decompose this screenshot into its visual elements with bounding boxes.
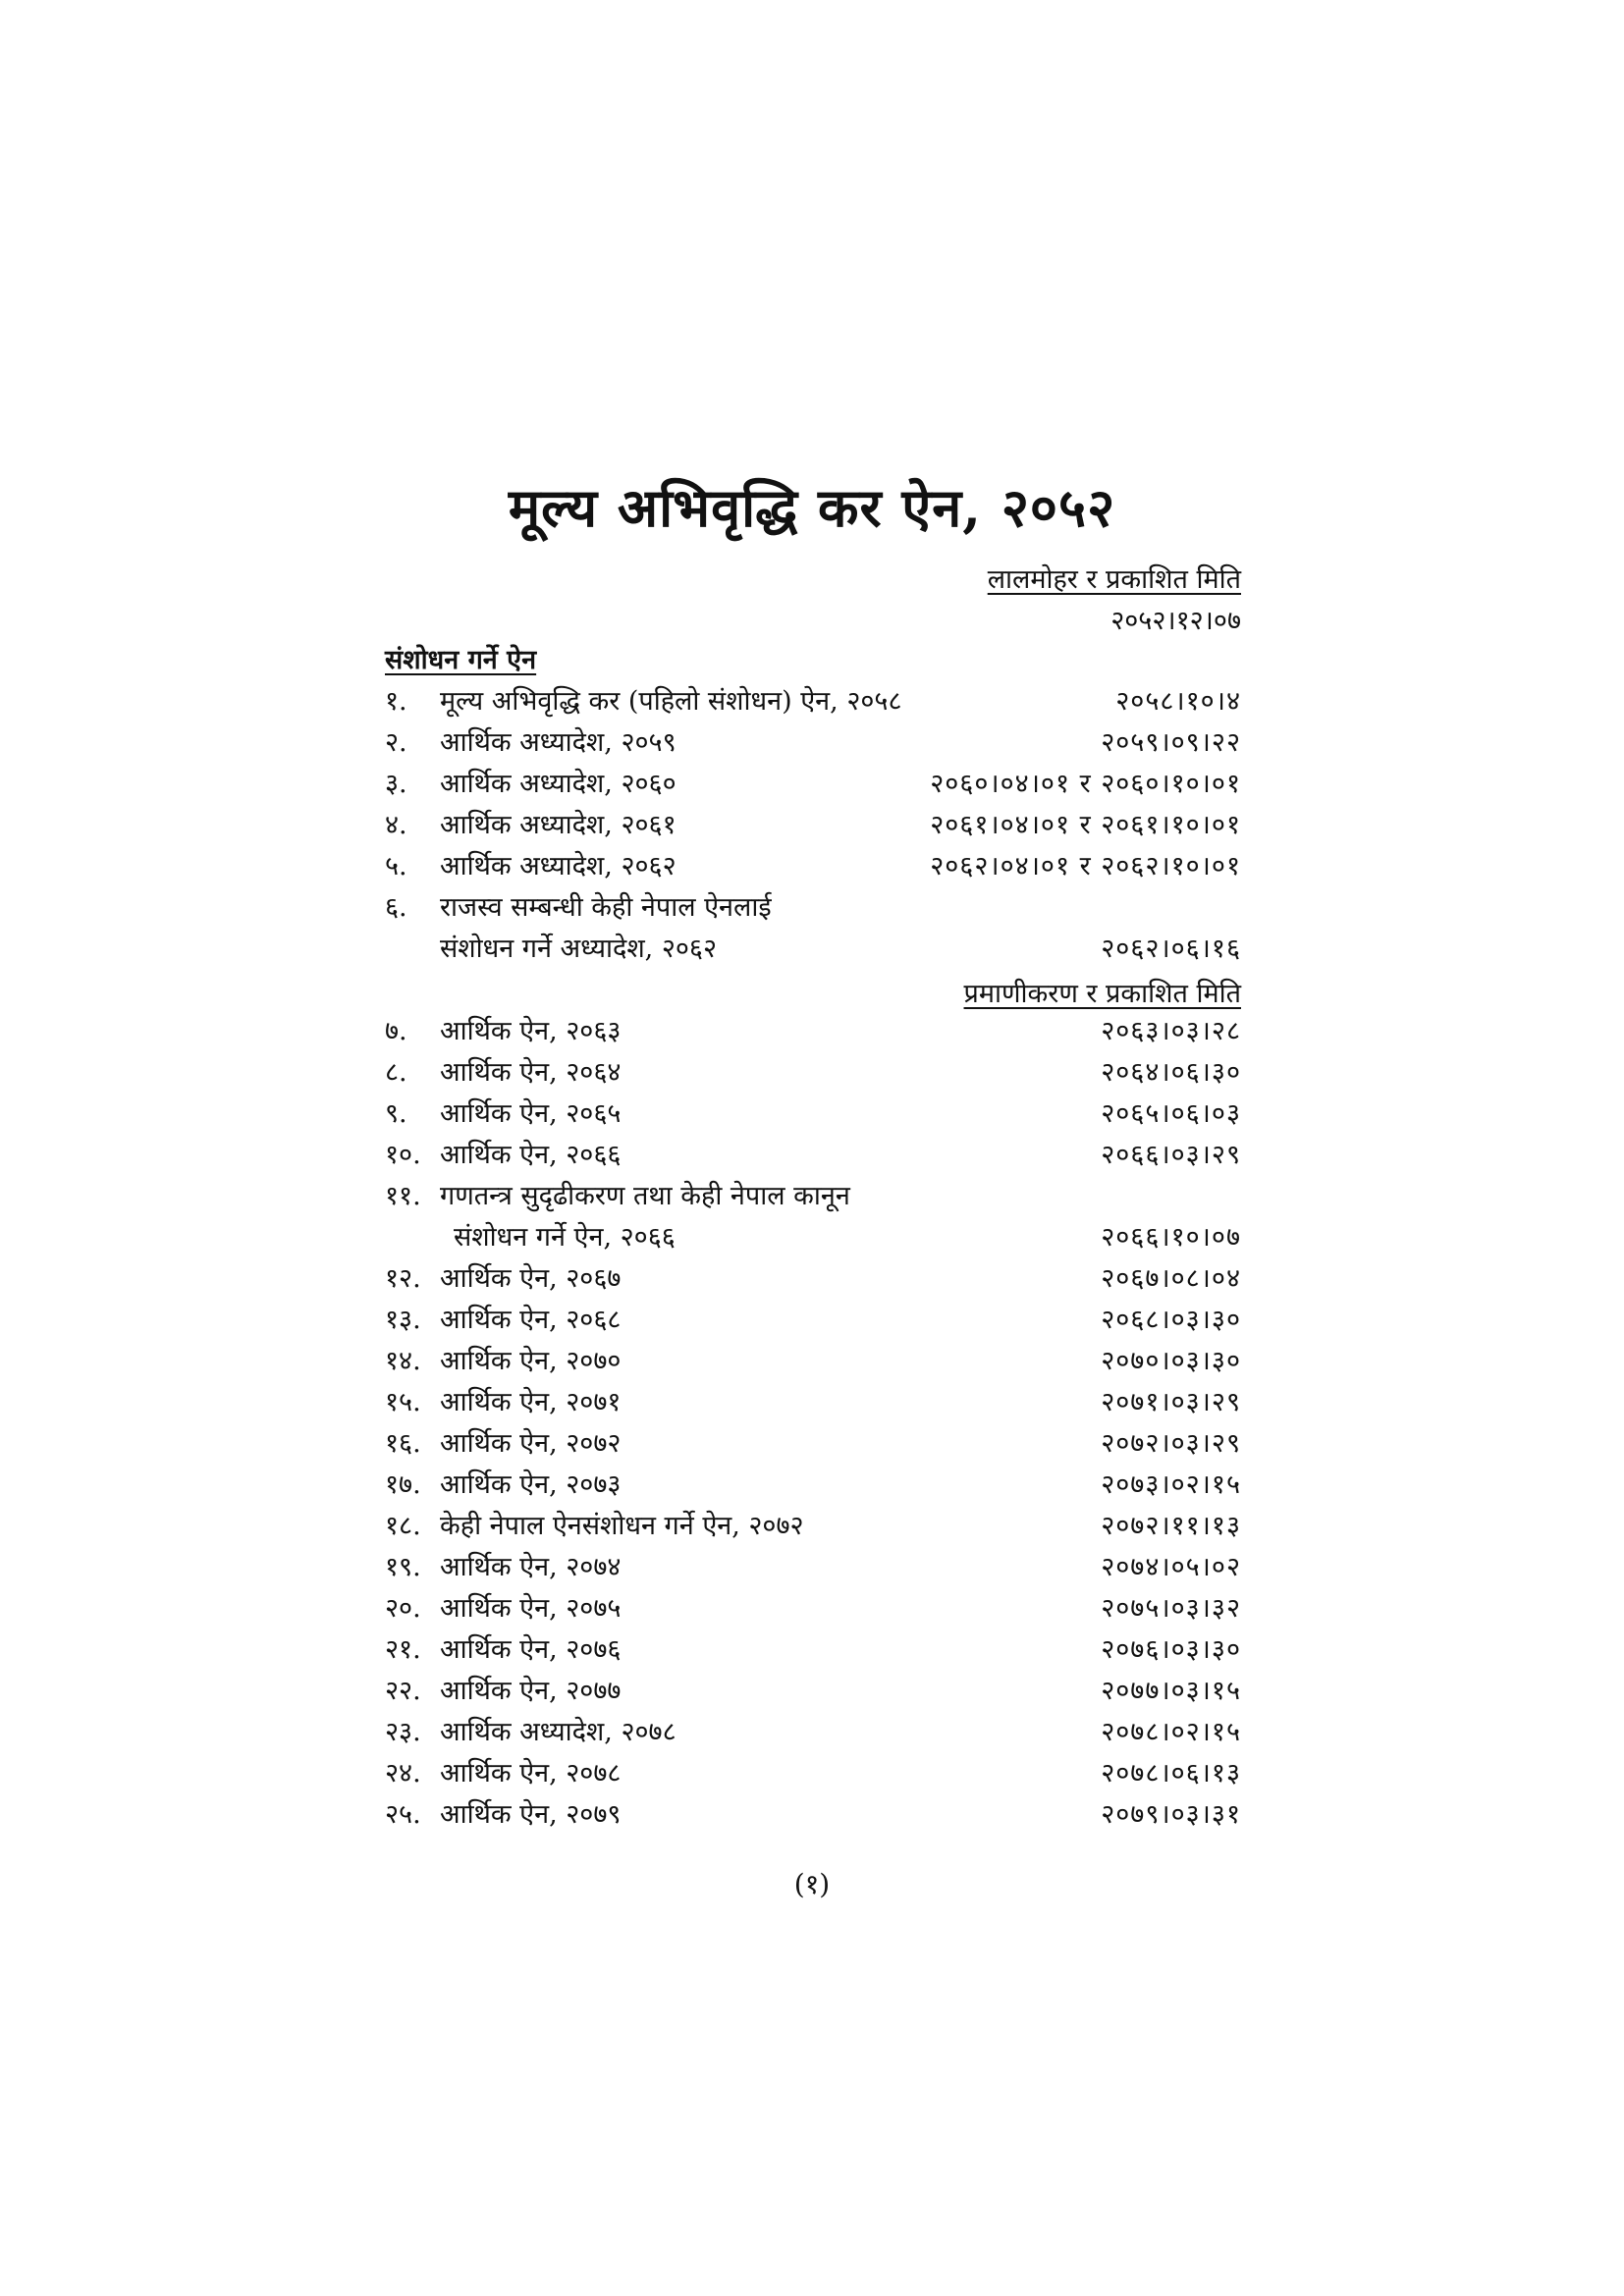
item-name: आर्थिक ऐन, २०७४	[440, 1552, 622, 1582]
item-name: आर्थिक ऐन, २०७२	[440, 1428, 622, 1459]
item-number: २४.	[385, 1758, 421, 1789]
item-name: आर्थिक ऐन, २०७७	[440, 1676, 622, 1706]
item-name: आर्थिक अध्यादेश, २०६०	[440, 769, 677, 799]
item-name: मूल्य अभिवृद्धि कर (पहिलो संशोधन) ऐन, २०५८	[440, 686, 902, 717]
list-item	[385, 887, 1241, 929]
item-number: १.	[385, 686, 407, 717]
item-number: १३.	[385, 1305, 421, 1335]
item-number: ३.	[385, 769, 407, 799]
item-name: आर्थिक ऐन, २०७६	[440, 1634, 622, 1665]
item-date: २०७२।०३।२९	[1101, 1428, 1241, 1459]
amendments-heading: संशोधन गर्ने ऐन	[385, 645, 537, 675]
item-name: संशोधन गर्ने ऐन, २०६६	[454, 1222, 676, 1253]
item-name: आर्थिक अध्यादेश, २०६२	[440, 851, 677, 881]
list-item	[385, 1258, 1241, 1300]
item-number: ९.	[385, 1098, 407, 1129]
list-item	[385, 1176, 1241, 1217]
item-number: २१.	[385, 1634, 421, 1665]
item-number: २.	[385, 727, 407, 758]
item-date: २०६६।०३।२९	[1101, 1140, 1241, 1170]
item-number: ११.	[385, 1181, 421, 1211]
item-number: ४.	[385, 810, 407, 840]
item-number: १६.	[385, 1428, 421, 1459]
list-item	[385, 805, 1241, 846]
list-item	[385, 1011, 1241, 1052]
item-date: २०६१।०४।०१ र २०६१।१०।०१	[930, 810, 1241, 840]
list-item	[385, 1465, 1241, 1506]
list-item	[385, 1135, 1241, 1176]
list-item	[385, 1629, 1241, 1671]
item-date: २०६५।०६।०३	[1101, 1098, 1241, 1129]
item-name: आर्थिक ऐन, २०७८	[440, 1758, 622, 1789]
list-item	[385, 1341, 1241, 1382]
item-date: २०५८।१०।४	[1115, 686, 1241, 717]
list-item	[385, 846, 1241, 887]
item-number: १८.	[385, 1511, 421, 1541]
item-number: २२.	[385, 1676, 421, 1706]
page-title: मूल्य अभिवृद्धि कर ऐन, २०५२	[508, 476, 1116, 539]
item-name: आर्थिक ऐन, २०६८	[440, 1305, 622, 1335]
list-item	[385, 764, 1241, 805]
list-item	[385, 1506, 1241, 1547]
list-item	[385, 681, 1241, 722]
list-item	[385, 1423, 1241, 1465]
item-name: राजस्व सम्बन्धी केही नेपाल ऐनलाई	[440, 892, 772, 923]
item-name: आर्थिक अध्यादेश, २०७८	[440, 1717, 677, 1747]
item-date: २०६४।०६।३०	[1101, 1057, 1241, 1088]
list-item	[385, 1712, 1241, 1753]
item-name: आर्थिक ऐन, २०७०	[440, 1346, 622, 1376]
item-number: २०.	[385, 1593, 421, 1624]
list-item	[385, 1217, 1241, 1258]
item-date: २०७२।११।१३	[1101, 1511, 1241, 1541]
item-number: ५.	[385, 851, 407, 881]
item-date: २०६३।०३।२८	[1101, 1016, 1241, 1046]
item-name: आर्थिक ऐन, २०७५	[440, 1593, 622, 1624]
item-number: १०.	[385, 1140, 421, 1170]
item-name: संशोधन गर्ने अध्यादेश, २०६२	[440, 934, 718, 964]
item-date: २०६८।०३।३०	[1101, 1305, 1241, 1335]
item-date: २०७०।०३।३०	[1101, 1346, 1241, 1376]
item-name: आर्थिक ऐन, २०६४	[440, 1057, 622, 1088]
item-date: २०७१।०३।२९	[1101, 1387, 1241, 1417]
item-date: २०५९।०९।२२	[1101, 727, 1241, 758]
seal-date: २०५२।१२।०७	[1110, 606, 1241, 636]
item-number: १७.	[385, 1469, 421, 1500]
item-date: २०६०।०४।०१ र २०६०।१०।०१	[930, 769, 1241, 799]
item-date: २०६७।०८।०४	[1101, 1263, 1241, 1294]
item-date: २०६२।०४।०१ र २०६२।१०।०१	[930, 851, 1241, 881]
item-number: १९.	[385, 1552, 421, 1582]
item-name: आर्थिक अध्यादेश, २०६१	[440, 810, 677, 840]
list-item	[385, 1094, 1241, 1135]
item-name: आर्थिक अध्यादेश, २०५९	[440, 727, 677, 758]
item-number: १४.	[385, 1346, 421, 1376]
item-number: २५.	[385, 1799, 421, 1830]
item-date: २०७५।०३।३२	[1101, 1593, 1241, 1624]
item-name: आर्थिक ऐन, २०६५	[440, 1098, 622, 1129]
item-name: आर्थिक ऐन, २०६७	[440, 1263, 622, 1294]
item-name: आर्थिक ऐन, २०६६	[440, 1140, 622, 1170]
item-number: ७.	[385, 1016, 407, 1046]
list-item	[385, 1052, 1241, 1094]
list-item	[385, 929, 1241, 970]
item-date: २०६२।०६।१६	[1101, 934, 1241, 964]
item-name: आर्थिक ऐन, २०६३	[440, 1016, 622, 1046]
item-date: २०७४।०५।०२	[1101, 1552, 1241, 1582]
list-item	[385, 1382, 1241, 1423]
item-number: १२.	[385, 1263, 421, 1294]
list-item	[385, 722, 1241, 764]
item-date: २०७८।०६।१३	[1101, 1758, 1241, 1789]
item-number: ८.	[385, 1057, 407, 1088]
page-number: (१)	[793, 1868, 831, 1900]
item-number: १५.	[385, 1387, 421, 1417]
list-item	[385, 1794, 1241, 1836]
item-date: २०७९।०३।३१	[1101, 1799, 1241, 1830]
list-item	[385, 1300, 1241, 1341]
item-date: २०६६।१०।०७	[1101, 1222, 1241, 1253]
item-number: २३.	[385, 1717, 421, 1747]
list-item	[385, 1671, 1241, 1712]
seal-date-label: लालमोहर र प्रकाशित मिति	[987, 564, 1241, 595]
list-item	[385, 1547, 1241, 1588]
item-date: २०७३।०२।१५	[1101, 1469, 1241, 1500]
item-name: आर्थिक ऐन, २०७३	[440, 1469, 622, 1500]
list-item	[385, 1753, 1241, 1794]
item-name: आर्थिक ऐन, २०७९	[440, 1799, 622, 1830]
item-date: २०७८।०२।१५	[1101, 1717, 1241, 1747]
item-name: गणतन्त्र सुदृढीकरण तथा केही नेपाल कानून	[440, 1181, 850, 1211]
list-item	[385, 1588, 1241, 1629]
item-name: केही नेपाल ऐनसंशोधन गर्ने ऐन, २०७२	[440, 1511, 804, 1541]
item-date: २०७७।०३।१५	[1101, 1676, 1241, 1706]
item-date: २०७६।०३।३०	[1101, 1634, 1241, 1665]
item-name: आर्थिक ऐन, २०७१	[440, 1387, 622, 1417]
item-number: ६.	[385, 892, 407, 923]
auth-date-label: प्रमाणीकरण र प्रकाशित मिति	[963, 979, 1241, 1009]
